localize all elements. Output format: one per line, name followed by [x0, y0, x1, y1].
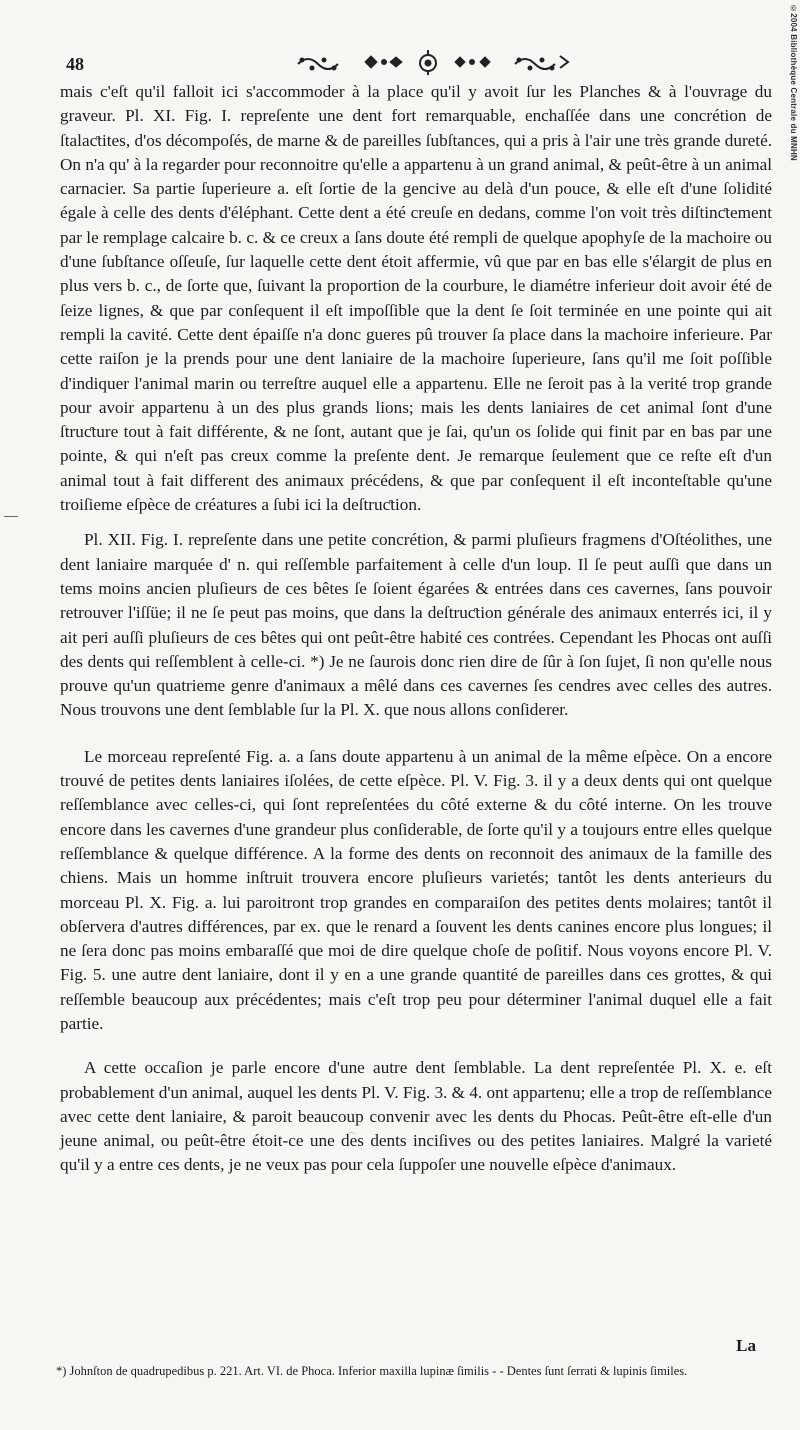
catchword: La [736, 1336, 756, 1355]
body-text [60, 80, 772, 1178]
paragraph-1: mais c'eſt qu'il falloit ici s'accommoder à la place qu'il y avoit ſur les Planches & à l'ouvrage du graveur. Pl. XI. Fig. I. repreſente une dent fort remarquable, enchaſſée dans une concrétion de ſtalaƈtites, d'os décompoſés, de marne & de pareilles ſubſtances, qui a pris à l'air une très grande dureté. On n'a qu' à la regarder pour reconnoitre qu'elle a appartenu à un grand animal, & peût-être à un animal carnacier. Sa partie ſuperieure a. eſt ſortie de la gencive au delà d'un pouce, & elle eſt d'une ſolidité égale à celle des dents d'éléphant. Cette dent a été creuſe en dedans, comme l'on voit très diſtinƈtement par le remplage calcaire b. c. & ce creux a ſans doute été rempli de quelque apophyſe de la machoire ou d'une ſubſtance oſſeuſe, ſur laquelle cette dent étoit affermie, vû que par en bas elle s'élargit de plus en plus vers b. c., de ſorte que, ſuivant la proportion de la courbure, le diamétre inferieur doit avoir été de ſeize lignes, & que par conſequent il eſt impoſſible que la dent ſe ſoit terminée en une pointe qui ait rempli la cavité. Cette dent épaiſſe n'a donc gueres pû trouver ſa place dans la machoire inferieure. Par cette raiſon je la prends pour une dent laniaire de la machoire ſuperieure, ſans qu'il me ſoit poſſible d'indiquer l'animal marin ou terreſtre auquel elle a appartenu. Elle ne ſeroit pas à la verité trop grande pour avoir appartenu à un des plus grands lions; mais les dents laniaires de cet animal ſont d'une ſtruƈture tout à fait différente, & ne ſont, autant que je ſai, qu'un os ſolide qui finit par en bas par une pointe, & qui n'eſt pas creux comme la preſente dent. Je remarque ſeulement que ce reſte eſt d'un animal tout à fait different des animaux précédens, & que par conſequent il eſt inconteſtable qu'une troiſieme eſpèce de créatures a ſubi ici la deſtruƈtion. [60, 82, 772, 515]
ornament-headpiece [290, 48, 620, 76]
paper-speck [345, 1132, 357, 1141]
footnote: *) Johnſton de quadrupedibus p. 221. Art. VI. de Phoca. Inferior maxilla lupinæ ſimilis - - Dentes ſunt ſerrati & lupinis ſimiles. [56, 1364, 688, 1378]
library-watermark: ©2004 Bibliothèque Centrale du MNHN [789, 4, 798, 161]
paragraph-4: A cette occaſion je parle encore d'une autre dent ſemblable. La dent repreſentée Pl. X. e. eſt probablement d'un animal, auquel les dents Pl. V. Fig. 3. & 4. ont appartenu; elle a trop de reſſemblance avec cette dent laniaire, & paroit beaucoup convenir avec les dents du Phocas. Peût-être eſt-elle d'un jeune animal, ou peût-être étoit-ce une des dents inciſives ou des petites laniaires. Malgré la varieté qu'il y a entre ces dents, je ne veux pas pour cela ſuppoſer une nouvelle eſpèce d'animaux. [60, 1058, 772, 1175]
margin-mark [4, 516, 18, 517]
paragraph-3: Le morceau repreſenté Fig. a. a ſans doute appartenu à un animal de la même eſpèce. On a encore trouvé de petites dents laniaires iſolées, de cette eſpèce. Pl. V. Fig. 3. il y a deux dents qui ont quelque reſſemblance avec celles-ci, qui ſont repreſentées du côté externe & du côté interne. On les trouve encore dans les cavernes d'une grandeur plus conſiderable, de ſorte qu'il y a toujours entre elles quelque reſſemblance & quelque différence. A la forme des dents on reconnoit des animaux de la famille des chiens. Mais un homme inſtruit trouvera encore pluſieurs varietés; tantôt les dents anterieurs du morceau Pl. X. Fig. a. lui paroitront trop grandes en comparaiſon des petites dents molaires; tantôt il obſervera d'autres différences, par ex. que le renard a ſouvent les dents canines encore plus longues; il ne ſera donc pas moins embaraſſé que moi de dire quelque choſe de poſitif. Nous voyons encore Pl. V. Fig. 5. une autre dent laniaire, dont il y en a une grande quantité de pareilles dans ces grottes, & qui reſſemble beaucoup aux précédentes; mais c'eſt trop peu pour déterminer l'animal duquel elle a fait partie. [60, 746, 772, 1033]
page-number: 48 [66, 54, 84, 74]
page-header [60, 44, 760, 78]
paragraph-2: Pl. XII. Fig. I. repreſente dans une petite concrétion, & parmi pluſieurs fragmens d'Oſtéolithes, une dent laniaire marquée d' n. qui reſſemble parfaitement à celle d'un loup. Il ſe peut auſſi que dans un tems moins ancien pluſieurs de ces bêtes ſe ſoient égarées & entrées dans ces cavernes, ſans pouvoir retrouver l'iſſüe; il ne ſe peut pas moins, que dans la deſtruƈtion générale des animaux enterrés ici, il y ait peri auſſi pluſieurs de ces bêtes qui ont peût-être habité ces contrées. Cependant les Phocas ont auſſi des dents qui reſſemblent à celle-ci. *) Je ne ſaurois donc rien dire de ſûr à ſon ſujet, ſi non qu'elle nous prouve qu'un quatrieme genre d'animaux a mêlé dans ces cavernes ſes cendres avec celles des autres. Nous trouvons une dent ſemblable ſur la Pl. X. que nous allons conſiderer. [60, 530, 772, 720]
